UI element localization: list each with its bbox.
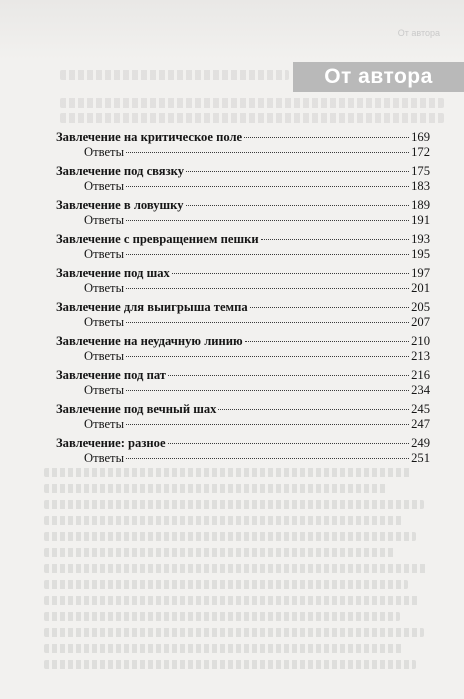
answers-page: 172 [411, 145, 430, 159]
show-through-text [44, 468, 444, 676]
answers-page: 213 [411, 349, 430, 363]
chapter-title: Завлечение на неудачную линию [56, 334, 243, 348]
table-of-contents [56, 130, 430, 466]
chapter-page: 189 [411, 198, 430, 212]
chapter-title: Завлечение под пат [56, 368, 166, 382]
dot-leader [186, 205, 410, 206]
chapter-page: 193 [411, 232, 430, 246]
dot-leader [126, 152, 409, 153]
chapter-title: Завлечение для выигрыша темпа [56, 300, 248, 314]
answers-page: 191 [411, 213, 430, 227]
chapter-title: Завлечение под шах [56, 266, 170, 280]
dot-leader [126, 356, 409, 357]
toc-answers-row[interactable] [56, 145, 430, 160]
show-through-line [44, 548, 396, 557]
show-through-line [44, 628, 424, 637]
answers-label: Ответы [84, 145, 125, 159]
toc-chapter-row[interactable] [56, 130, 430, 145]
toc-chapter-row[interactable] [56, 300, 430, 315]
chapter-page: 245 [411, 402, 430, 416]
show-through-line [44, 612, 400, 621]
answers-page: 201 [411, 281, 430, 295]
toc-answers-row[interactable] [56, 179, 430, 194]
toc-entry [56, 368, 430, 398]
dot-leader [250, 307, 409, 308]
toc-entry [56, 266, 430, 296]
answers-page: 234 [411, 383, 430, 397]
toc-chapter-row[interactable] [56, 402, 430, 417]
toc-entry [56, 232, 430, 262]
banner-title: От автора [324, 65, 433, 88]
show-through-line [44, 484, 388, 493]
show-through-line [60, 70, 289, 80]
page-top-shade [0, 0, 464, 60]
chapter-title: Завлечение: разное [56, 436, 166, 450]
show-through-line [44, 660, 416, 669]
show-through-line [44, 468, 412, 477]
dot-leader [126, 424, 409, 425]
toc-entry [56, 130, 430, 160]
show-through-line [60, 113, 444, 123]
show-through-line [44, 644, 404, 653]
section-banner [293, 62, 464, 92]
dot-leader [172, 273, 409, 274]
dot-leader [261, 239, 410, 240]
chapter-title: Завлечение на критическое поле [56, 130, 243, 144]
toc-answers-row[interactable] [56, 451, 430, 466]
dot-leader [126, 254, 409, 255]
toc-answers-row[interactable] [56, 417, 430, 432]
dot-leader [218, 409, 409, 410]
dot-leader [126, 322, 409, 323]
chapter-title: Завлечение под вечный шах [56, 402, 217, 416]
dot-leader [126, 390, 409, 391]
toc-entry [56, 402, 430, 432]
toc-answers-row[interactable] [56, 349, 430, 364]
chapter-page: 249 [411, 436, 430, 450]
toc-answers-row[interactable] [56, 247, 430, 262]
chapter-title: Завлечение под связку [56, 164, 185, 178]
dot-leader [126, 288, 409, 289]
dot-leader [168, 375, 409, 376]
answers-page: 183 [411, 179, 430, 193]
chapter-page: 216 [411, 368, 430, 382]
dot-leader [168, 443, 410, 444]
toc-entry [56, 198, 430, 228]
chapter-page: 210 [411, 334, 430, 348]
running-head: От автора [397, 28, 440, 38]
chapter-title: Завлечение с превращением пешки [56, 232, 259, 246]
show-through-line [60, 98, 444, 108]
toc-entry [56, 300, 430, 330]
dot-leader [126, 186, 409, 187]
toc-entry [56, 436, 430, 466]
chapter-page: 175 [411, 164, 430, 178]
toc-chapter-row[interactable] [56, 232, 430, 247]
show-through-line [44, 580, 408, 589]
toc-chapter-row[interactable] [56, 198, 430, 213]
toc-answers-row[interactable] [56, 281, 430, 296]
show-through-line [44, 564, 428, 573]
dot-leader [244, 137, 409, 138]
toc-entry [56, 334, 430, 364]
chapter-page: 205 [411, 300, 430, 314]
toc-answers-row[interactable] [56, 213, 430, 228]
toc-chapter-row[interactable] [56, 266, 430, 281]
answers-page: 247 [411, 417, 430, 431]
toc-chapter-row[interactable] [56, 368, 430, 383]
dot-leader [245, 341, 409, 342]
answers-label: Ответы [84, 383, 125, 397]
answers-label: Ответы [84, 349, 125, 363]
toc-chapter-row[interactable] [56, 164, 430, 179]
toc-answers-row[interactable] [56, 315, 430, 330]
answers-label: Ответы [84, 179, 125, 193]
toc-entry [56, 164, 430, 194]
answers-label: Ответы [84, 417, 125, 431]
answers-label: Ответы [84, 213, 125, 227]
answers-page: 195 [411, 247, 430, 261]
toc-chapter-row[interactable] [56, 334, 430, 349]
answers-page: 251 [411, 451, 430, 465]
chapter-title: Завлечение в ловушку [56, 198, 184, 212]
answers-label: Ответы [84, 315, 125, 329]
show-through-line [44, 500, 424, 509]
answers-page: 207 [411, 315, 430, 329]
answers-label: Ответы [84, 247, 125, 261]
chapter-page: 197 [411, 266, 430, 280]
show-through-line [44, 516, 404, 525]
show-through-line [44, 596, 420, 605]
dot-leader [126, 220, 409, 221]
dot-leader [126, 458, 409, 459]
chapter-page: 169 [411, 130, 430, 144]
answers-label: Ответы [84, 281, 125, 295]
toc-answers-row[interactable] [56, 383, 430, 398]
answers-label: Ответы [84, 451, 125, 465]
show-through-line [44, 532, 416, 541]
toc-chapter-row[interactable] [56, 436, 430, 451]
dot-leader [186, 171, 409, 172]
